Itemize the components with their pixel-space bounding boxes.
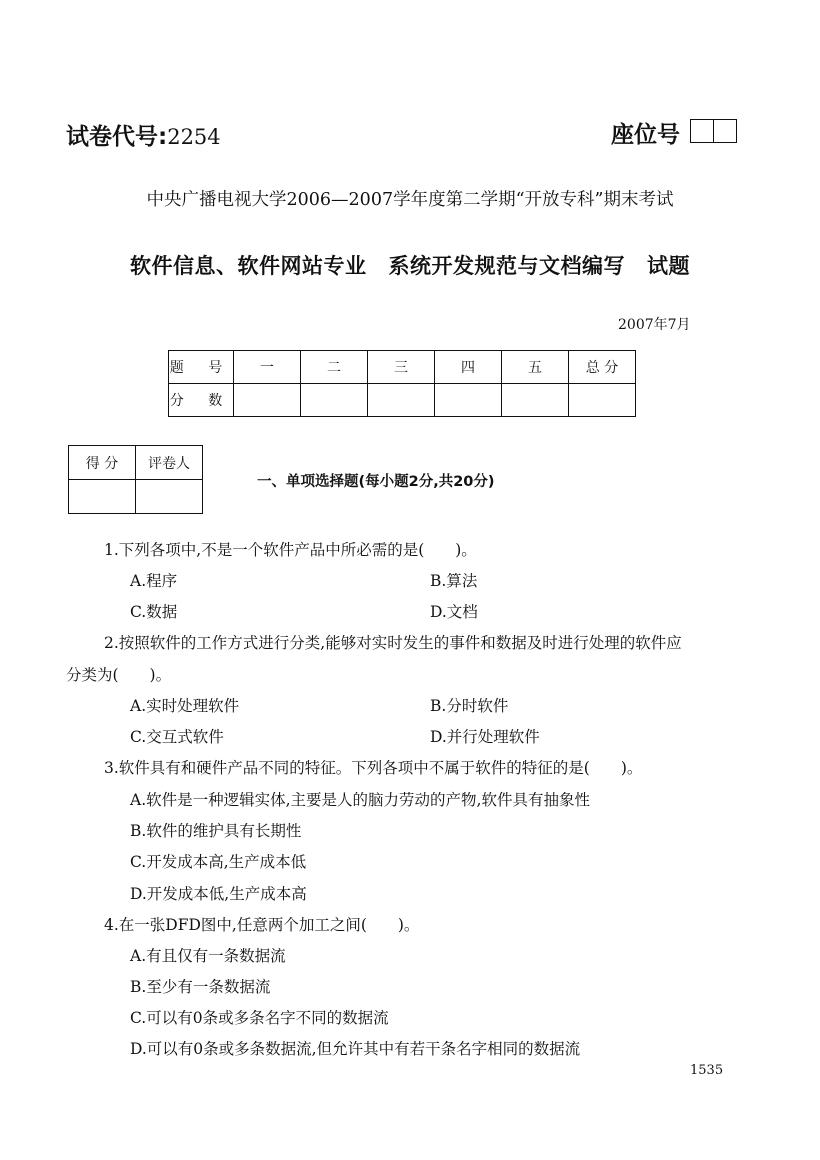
question-4-option-a: A.有且仅有一条数据流 — [130, 947, 286, 965]
question-4-option-b: B.至少有一条数据流 — [130, 978, 271, 996]
seat-box — [690, 119, 714, 143]
question-3-option-b: B.软件的维护具有长期性 — [130, 822, 302, 840]
question-1-option-c: C.数据 — [130, 603, 178, 621]
score-cell-header: 三 — [368, 351, 435, 384]
score-cell-label: 分 数 — [169, 384, 234, 417]
grader-cell-score-label: 得 分 — [69, 446, 136, 480]
paper-code-number: 2254 — [167, 125, 221, 149]
grader-cell-empty — [69, 480, 136, 514]
grader-table-blank-row — [69, 480, 203, 514]
score-cell-empty — [502, 384, 569, 417]
question-2-option-a: A.实时处理软件 — [130, 697, 240, 715]
exam-date: 2007年7月 — [618, 317, 691, 333]
score-cell-header: 五 — [502, 351, 569, 384]
score-table-score-row — [169, 384, 636, 417]
grader-table — [68, 445, 203, 514]
question-2-option-b: B.分时软件 — [430, 697, 509, 715]
question-2-stem-line-1: 2.按照软件的工作方式进行分类,能够对实时发生的事件和数据及时进行处理的软件应 — [104, 634, 682, 652]
question-4-stem: 4.在一张DFD图中,任意两个加工之间( )。 — [104, 916, 420, 934]
score-cell-empty — [368, 384, 435, 417]
grader-table-header-row — [69, 446, 203, 480]
exam-title — [0, 250, 820, 280]
question-1-stem: 1.下列各项中,不是一个软件产品中所必需的是( )。 — [104, 541, 477, 559]
exam-title-course: 系统开发规范与文档编写 — [388, 254, 625, 278]
score-cell-header: 二 — [301, 351, 368, 384]
paper-code — [66, 118, 221, 151]
question-1-option-a: A.程序 — [130, 572, 178, 590]
question-2-stem-line-2: 分类为( )。 — [66, 666, 172, 684]
score-table — [168, 350, 636, 417]
seat-box — [713, 119, 737, 143]
page-number: 1535 — [690, 1063, 724, 1078]
question-2-option-d: D.并行处理软件 — [430, 728, 540, 746]
question-3-option-a: A.软件是一种逻辑实体,主要是人的脑力劳动的产物,软件具有抽象性 — [130, 791, 590, 809]
exam-header: 中央广播电视大学2006—2007学年度第二学期“开放专科”期末考试 — [146, 190, 674, 210]
question-4-option-c: C.可以有0条或多条名字不同的数据流 — [130, 1009, 389, 1027]
section-title: 一、单项选择题(每小题2分,共20分) — [257, 474, 495, 490]
score-cell-empty — [301, 384, 368, 417]
question-4-option-d: D.可以有0条或多条数据流,但允许其中有若干条名字相同的数据流 — [130, 1040, 581, 1058]
question-2-option-c: C.交互式软件 — [130, 728, 224, 746]
exam-title-suffix: 试题 — [647, 254, 690, 278]
question-3-option-d: D.开发成本低,生产成本高 — [130, 885, 307, 903]
score-cell-label: 题 号 — [169, 351, 234, 384]
score-cell-header: 总 分 — [569, 351, 636, 384]
question-1-option-b: B.算法 — [430, 572, 478, 590]
score-cell-header: 四 — [435, 351, 502, 384]
score-cell-empty — [435, 384, 502, 417]
seat-number-label: 座位号 — [611, 122, 680, 148]
exam-title-majors: 软件信息、软件网站专业 — [130, 254, 367, 278]
score-cell-empty — [234, 384, 301, 417]
question-3-option-c: C.开发成本高,生产成本低 — [130, 853, 307, 871]
seat-number-boxes — [690, 119, 735, 143]
score-cell-header: 一 — [234, 351, 301, 384]
score-cell-empty — [569, 384, 636, 417]
score-table-header-row — [169, 351, 636, 384]
question-1-option-d: D.文档 — [430, 603, 478, 621]
paper-code-label: 试卷代号: — [66, 124, 168, 150]
question-3-stem: 3.软件具有和硬件产品不同的特征。下列各项中不属于软件的特征的是( )。 — [104, 759, 643, 777]
grader-cell-grader-label: 评卷人 — [136, 446, 203, 480]
grader-cell-empty — [136, 480, 203, 514]
